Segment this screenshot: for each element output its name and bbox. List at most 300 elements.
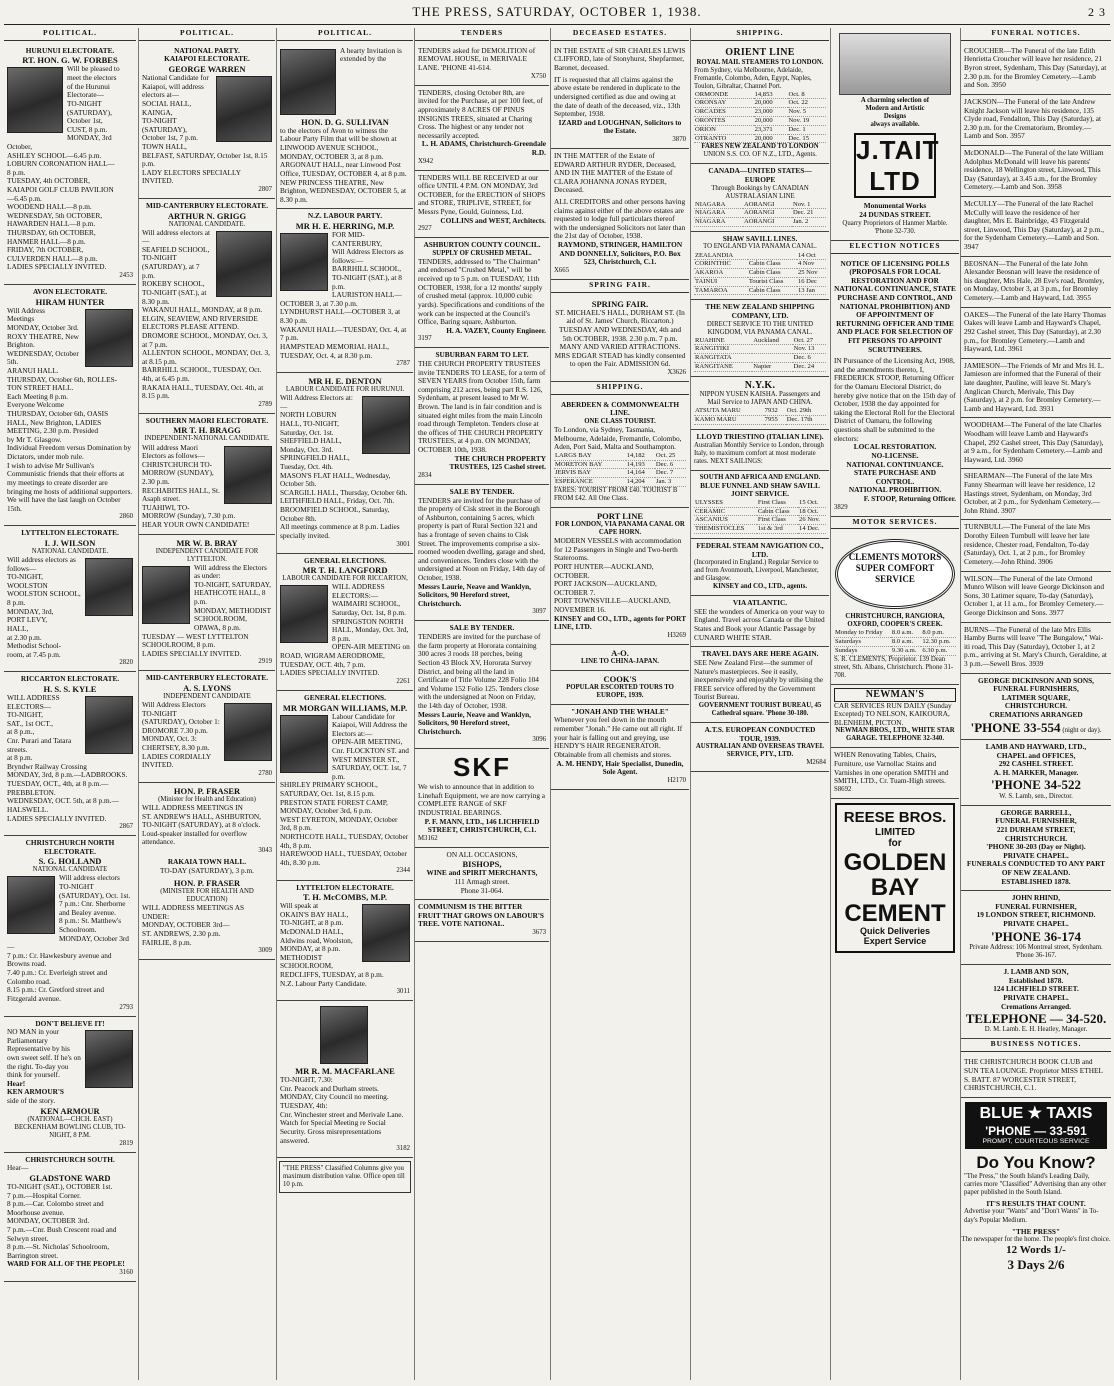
column-tenders [414,28,549,1380]
candidate-sub: (NATIONAL—CHCH. EAST) [27,1115,113,1123]
election-notice [831,257,959,517]
text-line: 7 p.m.: Cnr. Sherborne and Bealey avenue. [59,899,126,917]
table-cell: 23,371 [754,125,788,134]
line-heading: BLUE FUNNEL AND SHAW SAVILL JOINT SERVICE. [700,480,820,499]
ad-lines [142,804,272,847]
tait-note: Quarry Proprietors of Hanmer Marble. 'Phone 32-730. [842,219,948,235]
results-heading: IT'S RESULTS THAT COUNT. [986,1198,1086,1208]
text-line: TO-NIGHT (SATURDAY), October 1st, [67,98,112,126]
ad-ref: X3626 [667,369,686,377]
funeral-director-lines [964,677,1108,720]
fair-title: SPRING FAIR. [591,298,649,309]
table-cell: ESPERANCE [554,478,626,487]
ad-lamb-hayward [961,740,1111,806]
table-cell: 14,853 [754,91,788,99]
text-line: TUESDAY, 4th: [280,1101,328,1111]
ad-herring [277,209,413,373]
table-cell: Dec. 1 [788,125,827,134]
text-line: NEW PRINCESS THEATRE, New Brighton, WEDNESDAY, OCTOBER 5, at 8.30 p.m. [280,177,407,204]
text-line: LADIES SPECIALLY INVITED. [7,262,107,272]
ad-ref: X942 [418,157,434,165]
ad-intro: A hearty Invitation is extended by the [340,45,402,64]
do-you-know-heading: Do You Know? [976,1152,1096,1172]
ad-ao-line [551,645,689,671]
text-line: TO-NIGHT, SATURDAY, HEATHCOTE HALL, 8 p.m. [194,579,271,607]
ad-ward [4,1153,136,1282]
text-line: THURSDAY, October 6th, OASIS [7,409,109,419]
candidate-sub: INDEPENDENT CANDIDATE [163,692,251,700]
candidate-photo [7,67,63,133]
table-row [694,354,826,363]
text-line: FAIRLIE, 8 p.m. [142,937,192,947]
text-line: National Candidate for Kaiapoi, will address electors at— [142,73,209,100]
table-cell: 7955 [764,416,786,425]
table-cell: OTRANTO [694,134,754,143]
table-cell: 6.30 p.m. [921,646,956,655]
text-line: TON STREET HALL. [7,383,74,393]
text-line: SCARGILL HALL, Thursday, October 6th. [280,487,408,497]
line-subheading: Through Bookings by CANADIAN AUSTRALASIAN LINE [711,184,809,200]
tait-caption [834,97,956,129]
table-row [834,638,956,647]
text-line: CHRISTCHURCH. [1004,833,1068,843]
text-line: Cnr. Purari and Tatara streets. [7,736,72,754]
price-words: 12 Words 1/- [1006,1244,1066,1257]
sailing-table [694,201,826,227]
table-cell: Nov. 19 [788,117,827,126]
text-line: Modern and Artistic [865,105,925,113]
table-row [834,646,956,655]
text-line: THURSDAY, 6th OCTOBER, [7,228,96,238]
candidate-photo [85,696,133,754]
line-heading: LLOYD TRIESTINO (ITALIAN LINE). [696,432,824,441]
candidate-name: MR R. M. MACFARLANE [295,1066,395,1077]
line-signature: GOVERNMENT TOURIST BUREAU, 45 Cathedral square. 'Phone 30-180. [698,701,822,717]
ad-kyle [4,672,136,836]
candidate-name: MR H. E. HERRING, M.P. [295,220,395,231]
estate-clifford [551,44,689,149]
electorate-heading: MID-CANTERBURY ELECTORATE. [145,201,269,211]
table-cell: 14,182 [626,452,655,460]
ad-text: ON ALL OCCASIONS, [446,849,518,859]
table-cell: Oct. 25 [655,452,686,460]
text-line: meet the electors [67,73,117,83]
table-cell [748,252,797,260]
ad-text: WHEN Renovating Tables, Chairs, Furniture, use Varnollac Stains and Varnishes in one operation SMITH and SMITH, LTD., Cr. Tuam-High streets. [834,750,949,786]
ad-shaw-savill [691,232,829,300]
ad-bray [139,535,275,672]
text-line: WAIMAIRI SCHOOL, Saturday, Oct. 1st, 8 p.m. [332,599,406,617]
line-signature: UNION S.S. CO. OF N.Z., LTD., Agents. [703,151,817,159]
candidate-name: A. S. LYONS [183,682,231,693]
text-line: Meetings [7,314,35,324]
text-line: LADIES CORDIALLY INVITED. [142,751,211,770]
ad-mccombs [277,881,413,1002]
text-line: OPEN-AIR MEETING, [332,737,403,747]
table-row [694,108,826,117]
section-heading: POLITICAL. [139,28,275,41]
table-row [694,252,826,260]
text-line: CHRISTCHURCH TO-MORROW (SUNDAY), 2.30 p.m. [142,459,214,486]
fares-text: FARES: TOURIST FROM £40. TOURIST B FROM £42. All One Class. [554,487,678,503]
results-text: Advertise your "Wants" and "Don't Wants" in To-day's Popular Medium. [964,1208,1099,1224]
text-line: PRESTON STATE FOREST CAMP, MONDAY, October 3rd, 6 p.m. [280,797,388,816]
text-line: SHEFFIELD HALL, Monday, Oct. 3rd. [280,436,342,454]
table-cell: 9.30 a.m. [891,646,921,655]
electorate-heading: SOUTHERN MAORI ELECTORATE. [145,415,269,425]
service-text: CAR SERVICES RUN DAILY (Sunday Excepted) TO NELSON, KAIKOURA, BLENHEIM, PICTON. [834,700,952,727]
text-line: WILL ADDRESS ELECTORS— [7,692,60,711]
table-cell: ORION [694,125,754,134]
ad-bishops [415,848,549,900]
text-line: 8.15 p.m.: Cr. Gretford street and Fitzgerald avenue. [7,985,105,1003]
table-cell: AKAROA [694,269,748,278]
text-line: Electorate— [67,90,104,100]
text-line: WOODEND HALL—8 p.m. [7,202,92,212]
text-line: HALL, [7,623,29,633]
ad-reese-cement [835,803,955,953]
fares-heading: FARES NEW ZEALAND TO LONDON [701,143,819,151]
ad-nz-shipping [691,300,829,376]
text-line: BARRHILL SCHOOL, TO-NIGHT (SAT.), at 8 p.m. [332,264,402,291]
ad-skf [415,749,549,847]
line-subheading: DIRECT SERVICE TO THE UNITED KINGDOM, VIA PANAMA CANAL. [706,320,814,336]
table-cell: Sundays [834,646,891,655]
funeral-notice: BEOSNAN—The Funeral of the late John Alexander Beosnan will leave the residence of his daughter, Mrs Hale, 28 Eve's road, Bromley, on Monday, October 3, at 3 p.m., for Bromley Cemetery.—Lamb and Hayward, Ltd. 3955 [961,257,1111,308]
text-line: RAKAIA HALL, TUESDAY, Oct. 4th, at 8.15 p.m. [142,382,264,401]
text-line: NORTHCOTE HALL, TUESDAY, October 4th, 8 p.m. [280,832,409,850]
estate-text: IN THE ESTATE of SIR CHARLES LEWIS CLIFFORD, late of Stonyhurst, Shepfarmer, Baronet, deceased. [554,45,686,73]
table-cell: ORONTES [694,117,754,126]
ad-bragg [139,414,275,535]
column-political-1 [4,28,136,1380]
ad-heading: DON'T BELIEVE IT! [35,1018,105,1028]
tait-subtitle: Monumental Works [863,201,927,211]
ad-lines [7,1183,133,1260]
ad-williams [277,691,413,881]
text-line: THURSDAY, October 6th, ROLLES- [7,374,118,384]
table-cell: 20,000 [754,117,788,126]
line-text: To London, via Sydney, Tasmania, Melbourne, Adelaide, Fremantle, Colombo, Aden, Port Said, Malta and Southampton. [554,425,682,452]
tender-text: TENDERS asked for DEMOLITION of REMOVAL HOUSE, in MERIVALE LANE. 'PHONE 41-614. [418,45,536,73]
table-cell: 25 Nov [797,269,826,278]
ad-ref: 2793 [119,1003,133,1011]
ad-varnish [831,748,959,798]
candidate-name: HON. D. G. SULLIVAN [301,116,389,127]
text-line: Will Address [7,305,46,315]
venue-heading: RAKAIA TOWN HALL. [167,856,247,866]
ad-ref: H2170 [667,776,686,784]
table-cell: THEMISTOCLES [694,525,757,534]
line-heading: THE NEW ZEALAND SHIPPING COMPANY, LTD. [705,302,815,320]
text-line: McDONALD HALL, Aldwins road, Woolston, MONDAY, at 8 p.m. [280,926,353,954]
candidate-sub: NATIONAL CANDIDATE [32,866,108,874]
tender-heading: SUBURBAN FARM TO LET. [435,350,529,360]
table-row [694,125,826,134]
ad-hunter [4,285,136,526]
text-line: METHODIST SCHOOLROOM, REDCLIFFS, TUESDAY, at 8 p.m. [280,952,384,979]
text-line: HANMER HALL—8 p.m. [7,236,86,246]
table-cell: Dec. 7 [655,469,686,478]
text-line: STATE PURCHASE AND CONTROL. [853,468,937,486]
tender-signature: L. H. ADAMS, Christchurch-Greendale R.D. [421,139,546,157]
text-line: TUESDAY, OCT., 4th, at 8 p.m.—PREBBLETON. [7,779,109,797]
line-heading: A.T.S. EUROPEAN CONDUCTED TOUR, 1939. [704,724,816,743]
table-cell: Dec. 17th [786,416,826,425]
table-row [694,134,826,143]
text-line: FUNERAL FURNISHERS, [993,684,1079,694]
table-cell: Oct. 8 [788,91,827,99]
text-line: A. H. MARKER, Manager. [993,767,1079,777]
phone-number: TELEPHONE — 34-520. [965,1011,1107,1027]
candidate-photo [85,1030,133,1088]
sailing-table [694,252,826,296]
text-line: Watch for Special Meeting re Social Security. Gross misrepresentations answered. [280,1118,386,1145]
table-cell: 20,000 [754,134,788,143]
text-line: PORT LEVY, [7,615,48,625]
text-line: SUPER COMFORT [855,563,935,574]
ad-tait [831,28,959,241]
table-row [554,469,686,478]
text-line: Will Address Electors at:— [280,393,353,411]
text-line: WOOLSTON SCHOOL, [7,589,81,599]
table-row [694,499,826,507]
table-cell: ORCADES [694,108,754,117]
table-cell: First Class [757,516,798,525]
text-line: SEAFIELD SCHOOL, [142,244,210,254]
table-cell: Dec. 15 [788,134,827,143]
table-cell: JERVIS BAY [554,469,626,478]
column-political-2 [138,28,275,1380]
section-heading: POLITICAL. [4,28,136,41]
ad-text: Hear— [7,1163,29,1173]
table-row [694,362,826,371]
page-number: 2 3 [1088,5,1106,19]
section-heading: TENDERS [415,28,549,41]
ad-holland [4,836,136,1016]
funeral-notice: WOODHAM—The Funeral of the late Charles Woodham will leave Lamb and Hayward's Chapel, 292 Cashel street, This Day (Saturday), at 9 a.m., for Sydenham Cemetery.—Lamb and Hayward, Ltd. 3960 [961,418,1111,469]
table-row [834,629,956,637]
candidate-photo [280,49,336,115]
table-cell: Jan. 2 [792,218,826,227]
candidate-photo [280,715,328,773]
table-cell: RUAHINE [694,337,752,345]
text-line: MEETING, 2.30 p.m. Presided [7,426,98,436]
text-line: Established 1878. [1008,975,1064,985]
fair-text: ST. MICHAEL'S HALL, DURHAM ST. (In aid of St. James' Church, Riccarton.) TUESDAY AND WEDNESDAY, 4th and 5th OCTOBER, 1938. 2.30 p.m. 7 p.m. MANY AND VARIED ATTRACTIONS. MRS EDGAR STEAD has kindly consented to open the Fair. ADMISSION 6d. [554,307,686,369]
table-cell: 20,000 [754,99,788,108]
table-cell: TAMAROA [694,286,748,295]
ad-federal [691,539,829,596]
text-line: Each Meeting 8 p.m. [7,391,68,401]
candidate-sub: (Minister for Health and Education) [158,795,256,803]
phone-number: 'PHONE 34-522 [991,777,1081,793]
text-line: TO-NIGHT (SATURDAY), Oct. 1st. [59,881,131,900]
text-line: WILL ADDRESS ELECTORS:— [332,582,385,600]
candidate-name: MR H. E. DENTON [308,376,382,387]
line-heading: CANADA—UNITED STATES—EUROPE [708,166,812,184]
table-cell: ULYSSES [694,499,757,507]
ad-cunard [691,596,829,647]
ad-ref: 3870 [672,135,686,143]
table-cell: Nov. 13 [793,345,826,354]
text-line: HAREWOOD HALL, TUESDAY, October 4th, 8.30 p.m. [280,849,407,867]
table-row [694,525,826,534]
text-line: FUNERAL FURNISHER, [995,901,1077,911]
candidate-name: I. J. WILSON [44,537,96,548]
text-line: NORTH LOBURN HALL, TO-NIGHT, Saturday, Oct. 1st. [280,410,339,437]
text-line: Will Address Electors as follows:— [332,247,404,265]
press-promo-text: "The Press," the South Island's Leading Daily, carries more "Classified" Advertising than any other paper published in the South Island. [964,1172,1107,1196]
text-line: CREMATIONS ARRANGED [989,710,1083,720]
ad-wilson [4,526,136,672]
candidate-sub: (MINISTER FOR HEALTH AND EDUCATION) [160,888,254,904]
tait-address: 24 DUNDAS STREET. [859,210,931,220]
text-line: 124 LICHFIELD STREET. [993,984,1079,994]
text-line: All meetings commence at 8 p.m. Ladies specially invited. [280,522,400,540]
section-heading: SHIPPING. [551,382,689,395]
ad-ref: 3009 [258,947,272,955]
electorate-heading: MID-CANTERBURY ELECTORATE. [145,673,269,683]
line-text: MODERN VESSELS with accommodation for 12 Passengers in Single and Two-berth Staterooms. [554,536,682,563]
text-line: PORT HUNTER—AUCKLAND, OCTOBER. [554,561,654,580]
ad-ats [691,723,829,772]
table-cell: ZEALANDIA [694,252,748,260]
table-cell: Oct. 22 [788,99,827,108]
line-subheading: NIPPON YUSEN KAISHA. Passengers and Mail Service to JAPAN AND CHINA. [699,391,821,407]
text-line: 8 p.m.—Car. Colombo street and Moorhouse avenue. [7,1199,104,1217]
service-signature: S. R. CLEMENTS, Proprietor. 139 Dean street, Sth. Albans, Christchurch. Phone 31-708. [834,655,954,679]
ad-newmans [831,685,959,749]
phone-number: 'PHONE 33-554 [970,719,1061,735]
table-row [694,99,826,108]
ad-ref: 2807 [258,186,272,193]
ad-clements [831,532,959,684]
price-days: 3 Days 2/6 [1007,1257,1065,1273]
table-cell: Cabin Class [757,507,798,516]
funeral-notice: WILSON—The Funeral of the late Ormond Munro Wilson will leave George Dickinson and Sons, 30 Latimer square, To-day (Saturday), October 1, at 11 a.m., for Bromley Cemetery.—George Dickinson and Sons. 3977 [961,572,1111,623]
candidate-name: HON. P. FRASER [173,878,241,889]
text-line: FOR MID-CANTERBURY, [332,229,382,248]
line-heading: FEDERAL STEAM NAVIGATION CO., LTD. [696,540,824,559]
line-heading: ABERDEEN & COMMONWEALTH LINE. [560,399,680,418]
funeral-notices-list [961,44,1111,674]
table-cell: 14,164 [626,469,655,478]
text-line: TO-NIGHT, [7,710,44,720]
estate-ryder [551,149,689,280]
text-line: Will speak at [280,901,319,911]
candidate-photo [362,396,410,454]
text-line: WEST EYRETON, MONDAY, October 3rd, 8 p.m. [280,814,398,833]
ad-canada [691,164,829,232]
text-line: 7 p.m.—Cnr. Bush Crescent road and Selwyn street. [7,1224,117,1243]
text-line: ARANUI HALL. [7,366,59,375]
text-line: RECHABITES HALL, St. Asaph street. [142,485,220,504]
tender-signature: H. A. VAZEY, County Engineer. [446,325,546,335]
section-heading: BUSINESS NOTICES. [961,1039,1111,1052]
text-line: MONDAY, 3rd, [7,606,54,616]
text-line: TO-NIGHT (SATURDAY), at 7 p.m. [142,253,200,280]
line-heading: N.Y.K. [744,379,776,391]
candidate-name: GEORGE WARREN [168,64,246,75]
text-line: NO-LICENSE. [871,450,919,460]
table-cell: AORANGI [743,209,792,218]
funeral-director-lines [964,968,1108,1011]
text-line: HAWARDEN HALL—8 p.m. [7,219,96,229]
text-line: MONDAY, OCTOBER 3rd— [142,920,230,930]
text-line: at 2.30 p.m. [7,632,42,642]
venue-time: TO-DAY (SATURDAY), 3 p.m. [160,865,254,875]
text-line: TO-NIGHT, [7,572,44,582]
reese-line: CEMENT [844,899,946,927]
reese-line: Quick Deliveries [859,925,931,936]
text-line: NO MAN in your Parliamentary Representative by his own sweet self. If he's on the right. To-day you think for yourself. [7,1027,81,1080]
text-line: LOCAL RESTORATION. [853,442,937,452]
electorate-heading: CHRISTCHURCH SOUTH. [25,1154,115,1164]
text-line: 221 DURHAM STREET, [996,825,1076,834]
text-line: SERVICE [875,574,915,585]
ad-dickinson [961,674,1111,740]
ad-langford [277,554,413,691]
ad-heading: GENERAL ELECTIONS. [304,692,386,702]
column-shipping [690,28,829,1380]
tender-signature: Messrs Laurie, Neave and Wanklyn, Solicitors, 90 Hereford street, Christchurch. [418,581,531,608]
text-line: LADIES SPECIALLY INVITED. [7,813,107,823]
electorate-heading: LYTTELTON ELECTORATE. [21,528,119,538]
text-line: Will be pleased to [67,64,120,74]
text-line: 7.40 p.m.: Cr. Everleigh street and Colombo road. [7,968,108,986]
ad-ref: 2789 [258,400,272,408]
candidate-sub: INDEPENDENT CANDIDATE FOR LYTTELTON. [155,547,259,563]
text-line: HALL, New Brighton, LADIES [7,417,102,427]
ad-ref: 3829 [834,503,848,511]
tender-text: TENDERS are invited for the purchase of the property of Cisk street in the Borough of Ashburton, containing 5 acres, which property is part of Rural Section 321 and has a frontage of seven chains to Cisk Street. The improvements comprise a six-roomed wooden dwelling, garage and shed, and conveniences. Tenders close with the undersigned at Noon on Friday, 14th day of October, 1938. [418,495,546,583]
line-subheading: (Incorporated in England.) Regular Service to and from Avonmouth, Liverpool, Manchester, and Glasgow. [694,559,819,583]
ad-ref: 3182 [396,1145,410,1153]
text-line: LEITHFIELD HALL, Friday, Oct. 7th. [280,496,395,506]
text-line: —6.45 p.m. [7,193,42,203]
candidate-photo [85,309,133,367]
line-heading: SOUTH AND AFRICA AND ENGLAND. [699,473,821,481]
funeral-notice: JACKSON—The Funeral of the late Andrew Knight Jackson will leave his residence, 135 Clyde road, Fendalton, This Day (Saturday), at 2.30 p.m. for the Crematorium, Bromley.—Lamb and Son. 3957 [961,95,1111,146]
ad-signature: A. M. HENDY, Hair Specialist, Dunedin, Sole Agent. [556,758,684,777]
text-line: 'PHONE 30-203 (Day or Night). [986,842,1086,852]
text-line: 8 p.m. [7,598,26,608]
candidate-name: HIRAM HUNTER [35,296,105,307]
candidate-name: MR MORGAN WILLIAMS, M.P. [282,702,408,713]
ad-aberdeen [551,398,689,508]
text-line: Cnr. FLOCKTON ST. and WEST MINSTER ST., [332,745,409,764]
table-row [694,218,826,227]
skf-logo: SKF [453,752,511,783]
ad-ref: 3096 [532,736,546,744]
section-heading: DECEASED ESTATES. [551,28,689,41]
ad-lamb-son [961,965,1111,1039]
table-cell: AORANGI [743,218,792,227]
table-cell: Dec. 24 [793,362,826,371]
table-cell: Monday to Friday [834,629,891,637]
estate-signature: IZARD and LOUGHNAN, Solicitors to the Estate. [558,117,682,136]
text-line: GEORGE BARRELL, [1000,807,1072,817]
ad-lyons [139,671,275,783]
ad-ref: 3197 [418,335,432,343]
text-line: ELGIN, SEAVIEW, AND RIVERSIDE ELECTORS PLEASE ATTEND. [142,313,258,332]
ad-signature: P. F. MANN, LTD., 146 LICHFIELD STREET, CHRISTCHURCH, C.1. [424,816,540,835]
ad-ref: 3160 [119,1269,133,1277]
table-cell: 23,000 [754,108,788,117]
table-cell: 18 Oct. [798,507,826,516]
ad-port-line [551,508,689,645]
